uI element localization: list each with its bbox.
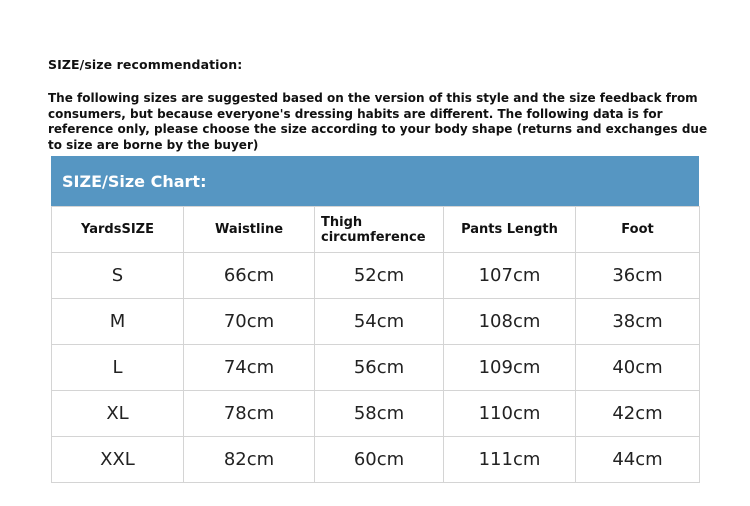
table-cell: 107cm (444, 253, 576, 299)
page-heading: SIZE/size recommendation: (48, 57, 243, 72)
table-header-row (52, 207, 700, 253)
table-row (52, 299, 700, 345)
table-cell: M (52, 299, 184, 345)
table-cell: 52cm (315, 253, 444, 299)
table-cell: 74cm (184, 345, 315, 391)
table-cell: 36cm (576, 253, 700, 299)
table-cell: XL (52, 391, 184, 437)
table-cell: 38cm (576, 299, 700, 345)
table-cell: 60cm (315, 437, 444, 483)
table-row (52, 391, 700, 437)
table-cell: 44cm (576, 437, 700, 483)
table-cell: 70cm (184, 299, 315, 345)
table-cell: 40cm (576, 345, 700, 391)
table-cell: 110cm (444, 391, 576, 437)
column-header: Foot (576, 207, 700, 253)
table-cell: 82cm (184, 437, 315, 483)
table-cell: 78cm (184, 391, 315, 437)
column-header: YardsSIZE (52, 207, 184, 253)
table-cell: 56cm (315, 345, 444, 391)
table-cell: 54cm (315, 299, 444, 345)
table-cell: 108cm (444, 299, 576, 345)
table-cell: XXL (52, 437, 184, 483)
intro-paragraph: The following sizes are suggested based on the version of this style and the size feedback from consumers, but because everyone's dressing habits are different. The following data is for reference only, please choose the size according to your body shape (returns and exchanges due to size are borne by the buyer) (48, 91, 708, 152)
table-cell: S (52, 253, 184, 299)
column-header: Waistline (184, 207, 315, 253)
table-cell: L (52, 345, 184, 391)
size-chart-title: SIZE/Size Chart: (51, 156, 699, 206)
column-header: Thigh circumference (315, 207, 444, 253)
table-cell: 42cm (576, 391, 700, 437)
table-row (52, 253, 700, 299)
column-header: Pants Length (444, 207, 576, 253)
table-cell: 109cm (444, 345, 576, 391)
table-cell: 66cm (184, 253, 315, 299)
table-cell: 111cm (444, 437, 576, 483)
size-chart (51, 156, 699, 483)
table-row (52, 345, 700, 391)
size-table (51, 206, 700, 483)
table-cell: 58cm (315, 391, 444, 437)
table-row (52, 437, 700, 483)
